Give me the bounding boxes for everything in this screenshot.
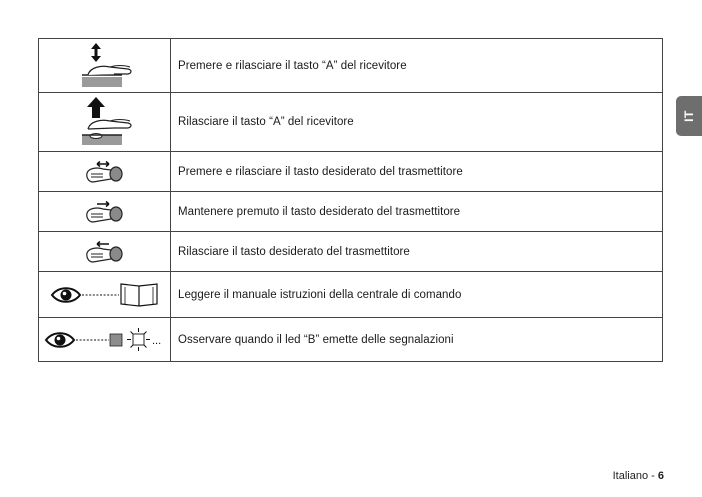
hold-transmitter-button-icon (83, 199, 127, 225)
icon-cell (39, 93, 171, 152)
release-receiver-button-icon (70, 95, 140, 149)
icon-cell (39, 232, 171, 272)
icon-cell (39, 272, 171, 318)
press-release-transmitter-button-icon (83, 159, 127, 185)
row-description: Leggere il manuale istruzioni della centrale di comando (171, 272, 663, 318)
read-manual-icon (49, 281, 161, 309)
ellipsis-text: ... (151, 334, 161, 347)
icon-cell (39, 318, 171, 362)
language-tab-label: IT (682, 110, 696, 122)
legend-table (38, 38, 663, 362)
table-row (39, 272, 663, 318)
table-row (39, 192, 663, 232)
language-tab (676, 96, 702, 136)
row-description: Rilasciare il tasto desiderato del trasmettitore (171, 232, 663, 272)
table-row (39, 93, 663, 152)
row-description: Rilasciare il tasto “A” del ricevitore (171, 93, 663, 152)
row-description: Premere e rilasciare il tasto “A” del ricevitore (171, 39, 663, 93)
observe-led-icon (43, 326, 167, 354)
footer-language: Italiano (612, 470, 649, 482)
footer-separator: - (648, 470, 658, 482)
icon-cell (39, 39, 171, 93)
page-footer (613, 470, 664, 482)
icon-cell (39, 192, 171, 232)
table-row (39, 232, 663, 272)
table-row (39, 152, 663, 192)
table-row (39, 39, 663, 93)
release-transmitter-button-icon (83, 239, 127, 265)
row-description: Mantenere premuto il tasto desiderato del trasmettitore (171, 192, 663, 232)
icon-cell (39, 152, 171, 192)
table-row (39, 318, 663, 362)
row-description: Osservare quando il led “B” emette delle segnalazioni (171, 318, 663, 362)
row-description: Premere e rilasciare il tasto desiderato del trasmettitore (171, 152, 663, 192)
press-release-receiver-button-icon (70, 41, 140, 91)
page-number: 6 (657, 470, 664, 482)
